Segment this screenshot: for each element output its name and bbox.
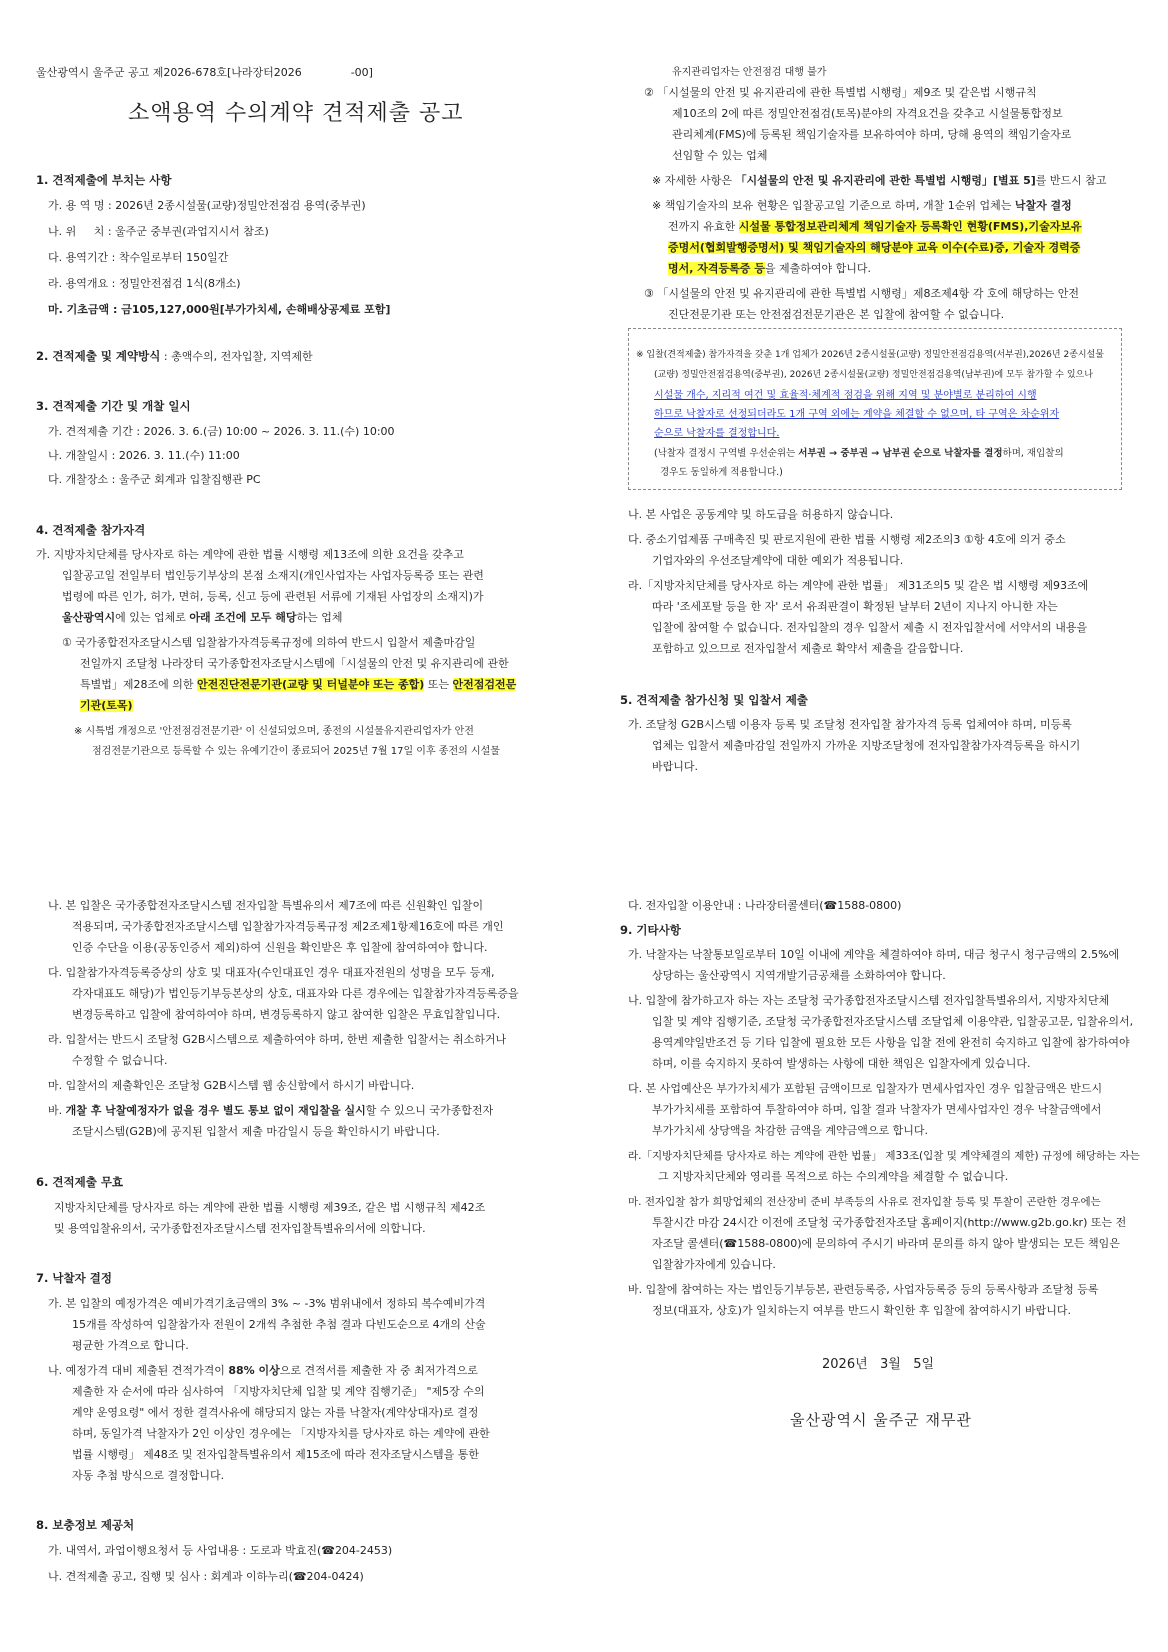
award-line: 계약 운영요령" 에서 정한 결격사유에 해당되지 않는 자를 낙찰자(계약상대자)로 결정 [72, 1406, 479, 1419]
submission-period: 가. 견적제출 기간 : 2026. 3. 6.(금) 10:00 ~ 2026. 3. 11.(수) 10:00 [48, 425, 395, 438]
misc-line: 라.「지방자치단체를 당사자로 하는 계약에 관한 법률」 제33조(입찰 및 계약체결의 제한) 규정에 해당하는 자는 [628, 1150, 1140, 1162]
announcement-date: 2026년 3월 5일 [822, 1357, 935, 1372]
box-line: ※ 입찰(견적제출) 참가자격을 갖춘 1개 업체가 2026년 2종시설물(교량) 정밀안전점검용역(서부권),2026년 2종시설물 [636, 350, 1104, 360]
qualification-text: 에 있는 업체로 [115, 611, 190, 624]
box-line: 경우도 동일하게 적용합니다.) [660, 467, 783, 478]
estimated-price-line: 15개를 작성하여 입찰참가자 전원이 2개씩 추첨한 추첨 결과 다빈도순으로 4개의 산술 [72, 1318, 486, 1331]
award-line: 자동 추첨 방식으로 결정합니다. [72, 1469, 225, 1482]
representative-line: 각자대표도 해당)가 법인등기부등본상의 상호, 대표자와 다른 경우에는 입찰참가자격등록증을 [72, 987, 519, 1000]
award-threshold: 88% 이상 [228, 1364, 280, 1377]
box-line: 순으로 낙찰자를 결정합니다. [654, 428, 780, 439]
condition-2-line: 선임할 수 있는 업체 [672, 149, 768, 162]
qualification-line: 입찰공고일 전일부터 법인등기부상의 본점 소재지(개인사업자는 사업자등록증 또는 관련 [62, 569, 484, 582]
engineer-note-line [668, 238, 1080, 258]
section-5-heading: 5. 견적제출 참가신청 및 입찰서 제출 [620, 693, 808, 707]
base-amount: 마. 기초금액 : 금105,127,000원[부가가치세, 손해배상공제료 포함] [48, 303, 391, 316]
qualification-line: 법령에 따른 인가, 허가, 면허, 등록, 신고 등에 관련된 서류에 기재된 사업장의 소재지)가 [62, 590, 484, 603]
note-line: 점검전문기관으로 등록할 수 있는 유예기간이 종료되어 2025년 7월 17일 이후 종전의 시설물 [92, 746, 500, 757]
misc-line: 부가가치세를 포함하여 투찰하여야 하며, 입찰 결과 낙찰자가 면세사업자인 경우 낙찰금액에서 [652, 1103, 1102, 1116]
misc-line: 부가가치세 상당액을 차감한 금액을 계약금액으로 합니다. [652, 1124, 929, 1137]
section-2 [36, 346, 313, 367]
section-1-heading: 1. 견적제출에 부치는 사항 [36, 173, 172, 187]
estimated-price-line: 평균한 가격으로 합니다. [72, 1339, 189, 1352]
engineer-note-line [652, 196, 1072, 216]
note-text: 전까지 유효한 [668, 220, 739, 233]
highlighted-requirement: 안전진단전문기관(교량 및 터널분야 또는 종합) [197, 678, 425, 691]
box-line: (교량) 정밀안전점검용역(중부권), 2026년 2종시설물(교량) 정밀안전점검용역(남부권)에 모두 참가할 수 있으나 [654, 370, 1093, 380]
box-text: 하며, 재입찰의 [1002, 448, 1064, 459]
misc-line: 다. 본 사업예산은 부가가치세가 포함된 금액이므로 입찰자가 면세사업자인 경우 입찰금액은 반드시 [628, 1082, 1103, 1095]
section-7-heading: 7. 낙찰자 결정 [36, 1271, 112, 1285]
misc-line: 상당하는 울산광역시 지역개발기금공채를 소화하여야 합니다. [652, 969, 946, 982]
condition-text: 또는 [424, 678, 453, 691]
highlighted-requirement: 안전점검전문 [452, 678, 517, 691]
box-line [654, 444, 1064, 463]
award-line: 제출한 자 순서에 따라 심사하여 「지방자치단체 입찰 및 계약 집행기준」 "제5장 수의 [72, 1385, 485, 1398]
note-text: 을 제출하여야 합니다. [764, 262, 871, 275]
misc-line: 자조달 콜센터(☎1588-0800)에 문의하여 주시기 바라며 문의를 하지 않아 발생되는 모든 책임은 [652, 1237, 1120, 1250]
representative-line: 변경등록하고 입찰에 참여하여야 하며, 변경등록하지 않고 참여한 입찰은 무효입찰입니다. [72, 1008, 501, 1021]
contact-line: 가. 내역서, 과업이행요청서 등 사업내용 : 도로과 박효진(☎204-2453) [48, 1544, 393, 1557]
condition-1-line: 전일까지 조달청 나라장터 국가종합전자조달시스템에「시설물의 안전 및 유지관리에 관한 [80, 657, 509, 670]
condition-2-line: ② 「시설물의 안전 및 유지관리에 관한 특별법 시행령」제9조 및 같은법 시행규칙 [644, 86, 1037, 99]
rebid-line [48, 1101, 493, 1121]
award-line: 하며, 동일가격 낙찰자가 2인 이상인 경우에는 「지방자치를 당사자로 하는 계약에 관한 [72, 1427, 490, 1440]
region-priority-order: 서부권 → 중부권 → 남부권 순으로 낙찰자를 결정 [798, 448, 1003, 459]
condition-1-line: ① 국가종합전자조달시스템 입찰참가자격등록규정에 의하여 반드시 입찰서 제출마감일 [62, 636, 476, 649]
condition-2-line: 관리체계(FMS)에 등록된 책임기술자를 보유하여야 하며, 당해 용역의 책임기술자로 [672, 128, 1072, 141]
identity-check-line: 적용되며, 국가종합전자조달시스템 입찰참가자격등록규정 제2조제1항제16호에 따른 개인 [72, 920, 504, 933]
condition-2-line: 제10조의 2에 따른 정밀안전점검(토목)분야의 자격요건을 갖추고 시설물통합정보 [672, 107, 1063, 120]
tax-evasion-line: 포함하고 있으므로 전자입찰서 제출로 확약서 제출을 갈음합니다. [652, 642, 964, 655]
misc-line: 바. 입찰에 참여하는 자는 법인등기부등본, 관련등록증, 사업자등록증 등의 등록사항과 조달청 등록 [628, 1283, 1099, 1296]
award-line [48, 1361, 478, 1381]
condition-text: 특별법」제28조에 의한 [80, 678, 197, 691]
invalid-bid-line: 지방자치단체를 당사자로 하는 계약에 관한 법률 시행령 제39조, 같은 법 시행규칙 제42조 [54, 1201, 486, 1214]
bid-submission-line: 라. 입찰서는 반드시 조달청 G2B시스템으로 제출하여야 하며, 한번 제출한 입찰서는 취소하거나 [48, 1033, 507, 1046]
award-line: 법률 시행령」 제48조 및 전자입찰특별유의서 제15조에 따라 전자조달시스템을 통한 [72, 1448, 479, 1461]
condition-3-line: ③ 「시설물의 안전 및 유지관리에 관한 특별법 시행령」제8조제4항 각 호에 해당하는 안전 [644, 287, 1079, 300]
tax-evasion-line: 따라 '조세포탈 등을 한 자' 로서 유죄판결이 확정된 날부터 2년이 지나지 아니한 자는 [652, 600, 1058, 613]
bid-confirmation: 마. 입찰서의 제출확인은 조달청 G2B시스템 웹 송신함에서 하시기 바랍니다. [48, 1079, 415, 1092]
service-name: 가. 용 역 명 : 2026년 2종시설물(교량)정밀안전점검 용역(중부권) [48, 199, 366, 212]
note-line: ※ 시특법 개정으로 '안전점검전문기관' 이 신설되었으며, 종전의 시설물유지관리업자가 안전 [74, 726, 474, 737]
rebid-text: 할 수 있으니 국가종합전자 [365, 1104, 494, 1117]
engineer-note-line [668, 259, 871, 279]
award-text: 나. 예정가격 대비 제출된 견적가격이 [48, 1364, 229, 1377]
note-text: ※ 책임기술자의 보유 현황은 입찰공고일 기준으로 하며, 개찰 1순위 업체는 [652, 199, 1015, 212]
highlighted-requirement: 시설물 통합정보관리체계 책임기술자 등록확인 현황(FMS),기술자보유 [738, 220, 1082, 233]
issuer-name: 울산광역시 울주군 재무관 [790, 1411, 972, 1429]
registration-line: 가. 조달청 G2B시스템 이용자 등록 및 조달청 전자입찰 참가자격 등록 업체여야 하며, 미등록 [628, 718, 1072, 731]
condition-1-line [80, 696, 133, 716]
qualification-line: 가. 지방자치단체를 당사자로 하는 계약에 관한 법률 시행령 제13조에 의한 요건을 갖추고 [36, 548, 464, 561]
registration-line: 업체는 입찰서 제출마감일 전일까지 가까운 지방조달청에 전자입찰참가자격등록을 하시기 [652, 739, 1081, 752]
note-bold: 낙찰자 결정 [1014, 199, 1072, 212]
section-6-heading: 6. 견적제출 무효 [36, 1175, 124, 1189]
service-location: 나. 위 치 : 울주군 중부권(과업지시서 참조) [48, 225, 269, 238]
misc-line: 입찰 및 계약 집행기준, 조달청 국가종합전자조달시스템 조달업체 이용약관, 입찰공고문, 입찰유의서, [652, 1015, 1134, 1028]
rebid-text: 바. [48, 1104, 66, 1117]
misc-line: 그 지방자치단체와 영리를 목적으로 하는 수의계약을 체결할 수 없습니다. [658, 1170, 1009, 1183]
identity-check-line: 나. 본 입찰은 국가종합전자조달시스템 전자입찰 특별유의서 제7조에 따른 신원확인 입찰이 [48, 899, 484, 912]
misc-line: 나. 입찰에 참가하고자 하는 자는 조달청 국가종합전자조달시스템 전자입찰특별유의서, 지방자치단체 [628, 994, 1110, 1007]
note-law-reference: 「시설물의 안전 및 유지관리에 관한 특별법 시행령」[별표 5] [735, 174, 1036, 187]
section-4-heading: 4. 견적제출 참가자격 [36, 523, 146, 537]
region-name: 울산광역시 [62, 611, 116, 624]
tax-evasion-line: 입찰에 참여할 수 없습니다. 전자입찰의 경우 입찰서 제출 시 전자입찰서에 서약서의 내용을 [652, 621, 1088, 634]
section-8-heading: 8. 보충정보 제공처 [36, 1518, 135, 1532]
note-text: 를 반드시 참고 [1035, 174, 1107, 187]
condition-1-line [80, 675, 516, 695]
highlighted-requirement: 증명서(협회발행증명서) 및 책임기술자의 해당분야 교육 이수(수료)증, 기술자 경력증 [668, 241, 1081, 254]
opening-datetime: 나. 개찰일시 : 2026. 3. 11.(수) 11:00 [48, 449, 240, 462]
tax-evasion-line: 라.「지방자치단체를 당사자로 하는 계약에 관한 법률」 제31조의5 및 같은 법 시행령 제93조에 [628, 579, 1089, 592]
condition-3-line: 진단전문기관 또는 안전점검전문기관은 본 입찰에 참여할 수 없습니다. [668, 308, 1005, 321]
misc-line: 가. 낙찰자는 낙찰통보일로부터 10일 이내에 계약을 체결하여야 하며, 대금 청구시 청구금액의 2.5%에 [628, 948, 1120, 961]
qualification-condition: 아래 조건에 모두 해당 [189, 611, 297, 624]
misc-line: 입찰참가자에게 있습니다. [652, 1258, 776, 1271]
misc-line: 투찰시간 마감 24시간 이전에 조달청 국가종합전자조달 홈페이지(http://www.g2b.go.kr) 또는 전 [652, 1216, 1127, 1229]
contact-line: 다. 전자입찰 이용안내 : 나라장터콜센터(☎1588-0800) [628, 899, 902, 912]
page-title: 소액용역 수의계약 견적제출 공고 [128, 101, 464, 126]
misc-line: 하며, 이를 숙지하지 못하여 발생하는 사항에 대한 책임은 입찰자에게 있습니다. [652, 1057, 1031, 1070]
qualification-text: 하는 업체 [296, 611, 343, 624]
service-period: 다. 용역기간 : 착수일로부터 150일간 [48, 251, 229, 264]
invalid-bid-line: 및 용역입찰유의서, 국가종합전자조달시스템 전자입찰특별유의서에 의합니다. [54, 1222, 426, 1235]
highlighted-requirement: 명서, 자격등록증 등 [668, 262, 765, 275]
misc-line: 마. 전자입찰 참가 희망업체의 전산장비 준비 부족등의 사유로 전자입찰 등록 및 투찰이 곤란한 경우에는 [628, 1196, 1101, 1208]
joint-contract-note: 나. 본 사업은 공동계약 및 하도급을 허용하지 않습니다. [628, 508, 894, 521]
highlighted-requirement: 기관(토목) [80, 699, 133, 712]
identity-check-line: 인증 수단을 이용(공동인증서 제외)하여 신원을 확인받은 후 입찰에 참여하여야 합니다. [72, 941, 488, 954]
contact-line: 나. 견적제출 공고, 집행 및 심사 : 회계과 이하누리(☎204-0424) [48, 1570, 364, 1583]
representative-line: 다. 입찰참가자격등록증상의 상호 및 대표자(수인대표인 경우 대표자전원의 성명을 모두 등재, [48, 966, 495, 979]
rebid-line: 조달시스템(G2B)에 공지된 입찰서 제출 마감일시 등을 확인하시기 바랍니다. [72, 1125, 440, 1138]
estimated-price-line: 가. 본 입찰의 예정가격은 예비가격기초금액의 3% ~ -3% 범위내에서 정하되 복수예비가격 [48, 1297, 486, 1310]
contract-method: : 총액수의, 전자입찰, 지역제한 [160, 350, 313, 363]
misc-line: 정보(대표자, 상호)가 일치하는지 여부를 반드시 확인한 후 입찰에 참여하시기 바랍니다. [652, 1304, 1071, 1317]
bid-submission-line: 수정할 수 없습니다. [72, 1054, 168, 1067]
announcement-number: 울산광역시 울주군 공고 제2026-678호[나라장터2026 -00] [36, 66, 373, 79]
engineer-note-line [668, 217, 1082, 237]
sme-exception-line: 기업자와의 우선조달계약에 대한 예외가 적용됩니다. [652, 554, 904, 567]
registration-line: 바랍니다. [652, 760, 699, 773]
note-reference [652, 171, 1107, 191]
box-text: (낙찰자 결정시 구역별 우선순위는 [654, 448, 799, 459]
section-9-heading: 9. 기타사항 [620, 923, 681, 937]
box-line: 시설물 개수, 지리적 여건 및 효율적·체계적 점검을 위해 지역 및 분야별로 분리하여 시행 [654, 390, 1037, 401]
section-3-heading: 3. 견적제출 기간 및 개찰 일시 [36, 399, 191, 413]
rebid-bold: 개찰 후 낙찰예정자가 없을 경우 별도 통보 없이 재입찰을 실시 [65, 1104, 366, 1117]
opening-place: 다. 개찰장소 : 울주군 회계과 입찰집행관 PC [48, 473, 261, 486]
service-overview: 라. 용역개요 : 정밀안전점검 1식(8개소) [48, 277, 241, 290]
note-text: ※ 자세한 사항은 [652, 174, 736, 187]
award-text: 으로 견적서를 제출한 자 중 최저가격으로 [279, 1364, 478, 1377]
qualification-line [62, 608, 343, 628]
box-line: 하므로 낙찰자로 선정되더라도 1개 구역 외에는 계약을 체결할 수 없으며, 타 구역은 차순위자 [654, 409, 1060, 420]
note-line: 유지관리업자는 안전점검 대행 불가 [672, 67, 827, 78]
section-2-heading: 2. 견적제출 및 계약방식 [36, 349, 161, 363]
misc-line: 용역계약일반조건 등 기타 입찰에 필요한 모든 사항을 입찰 전에 완전히 숙지하고 입찰에 참가하여야 [652, 1036, 1130, 1049]
sme-exception-line: 다. 중소기업제품 구매촉진 및 판로지원에 관한 법률 시행령 제2조의3 ①항 4호에 의거 중소 [628, 533, 1066, 546]
